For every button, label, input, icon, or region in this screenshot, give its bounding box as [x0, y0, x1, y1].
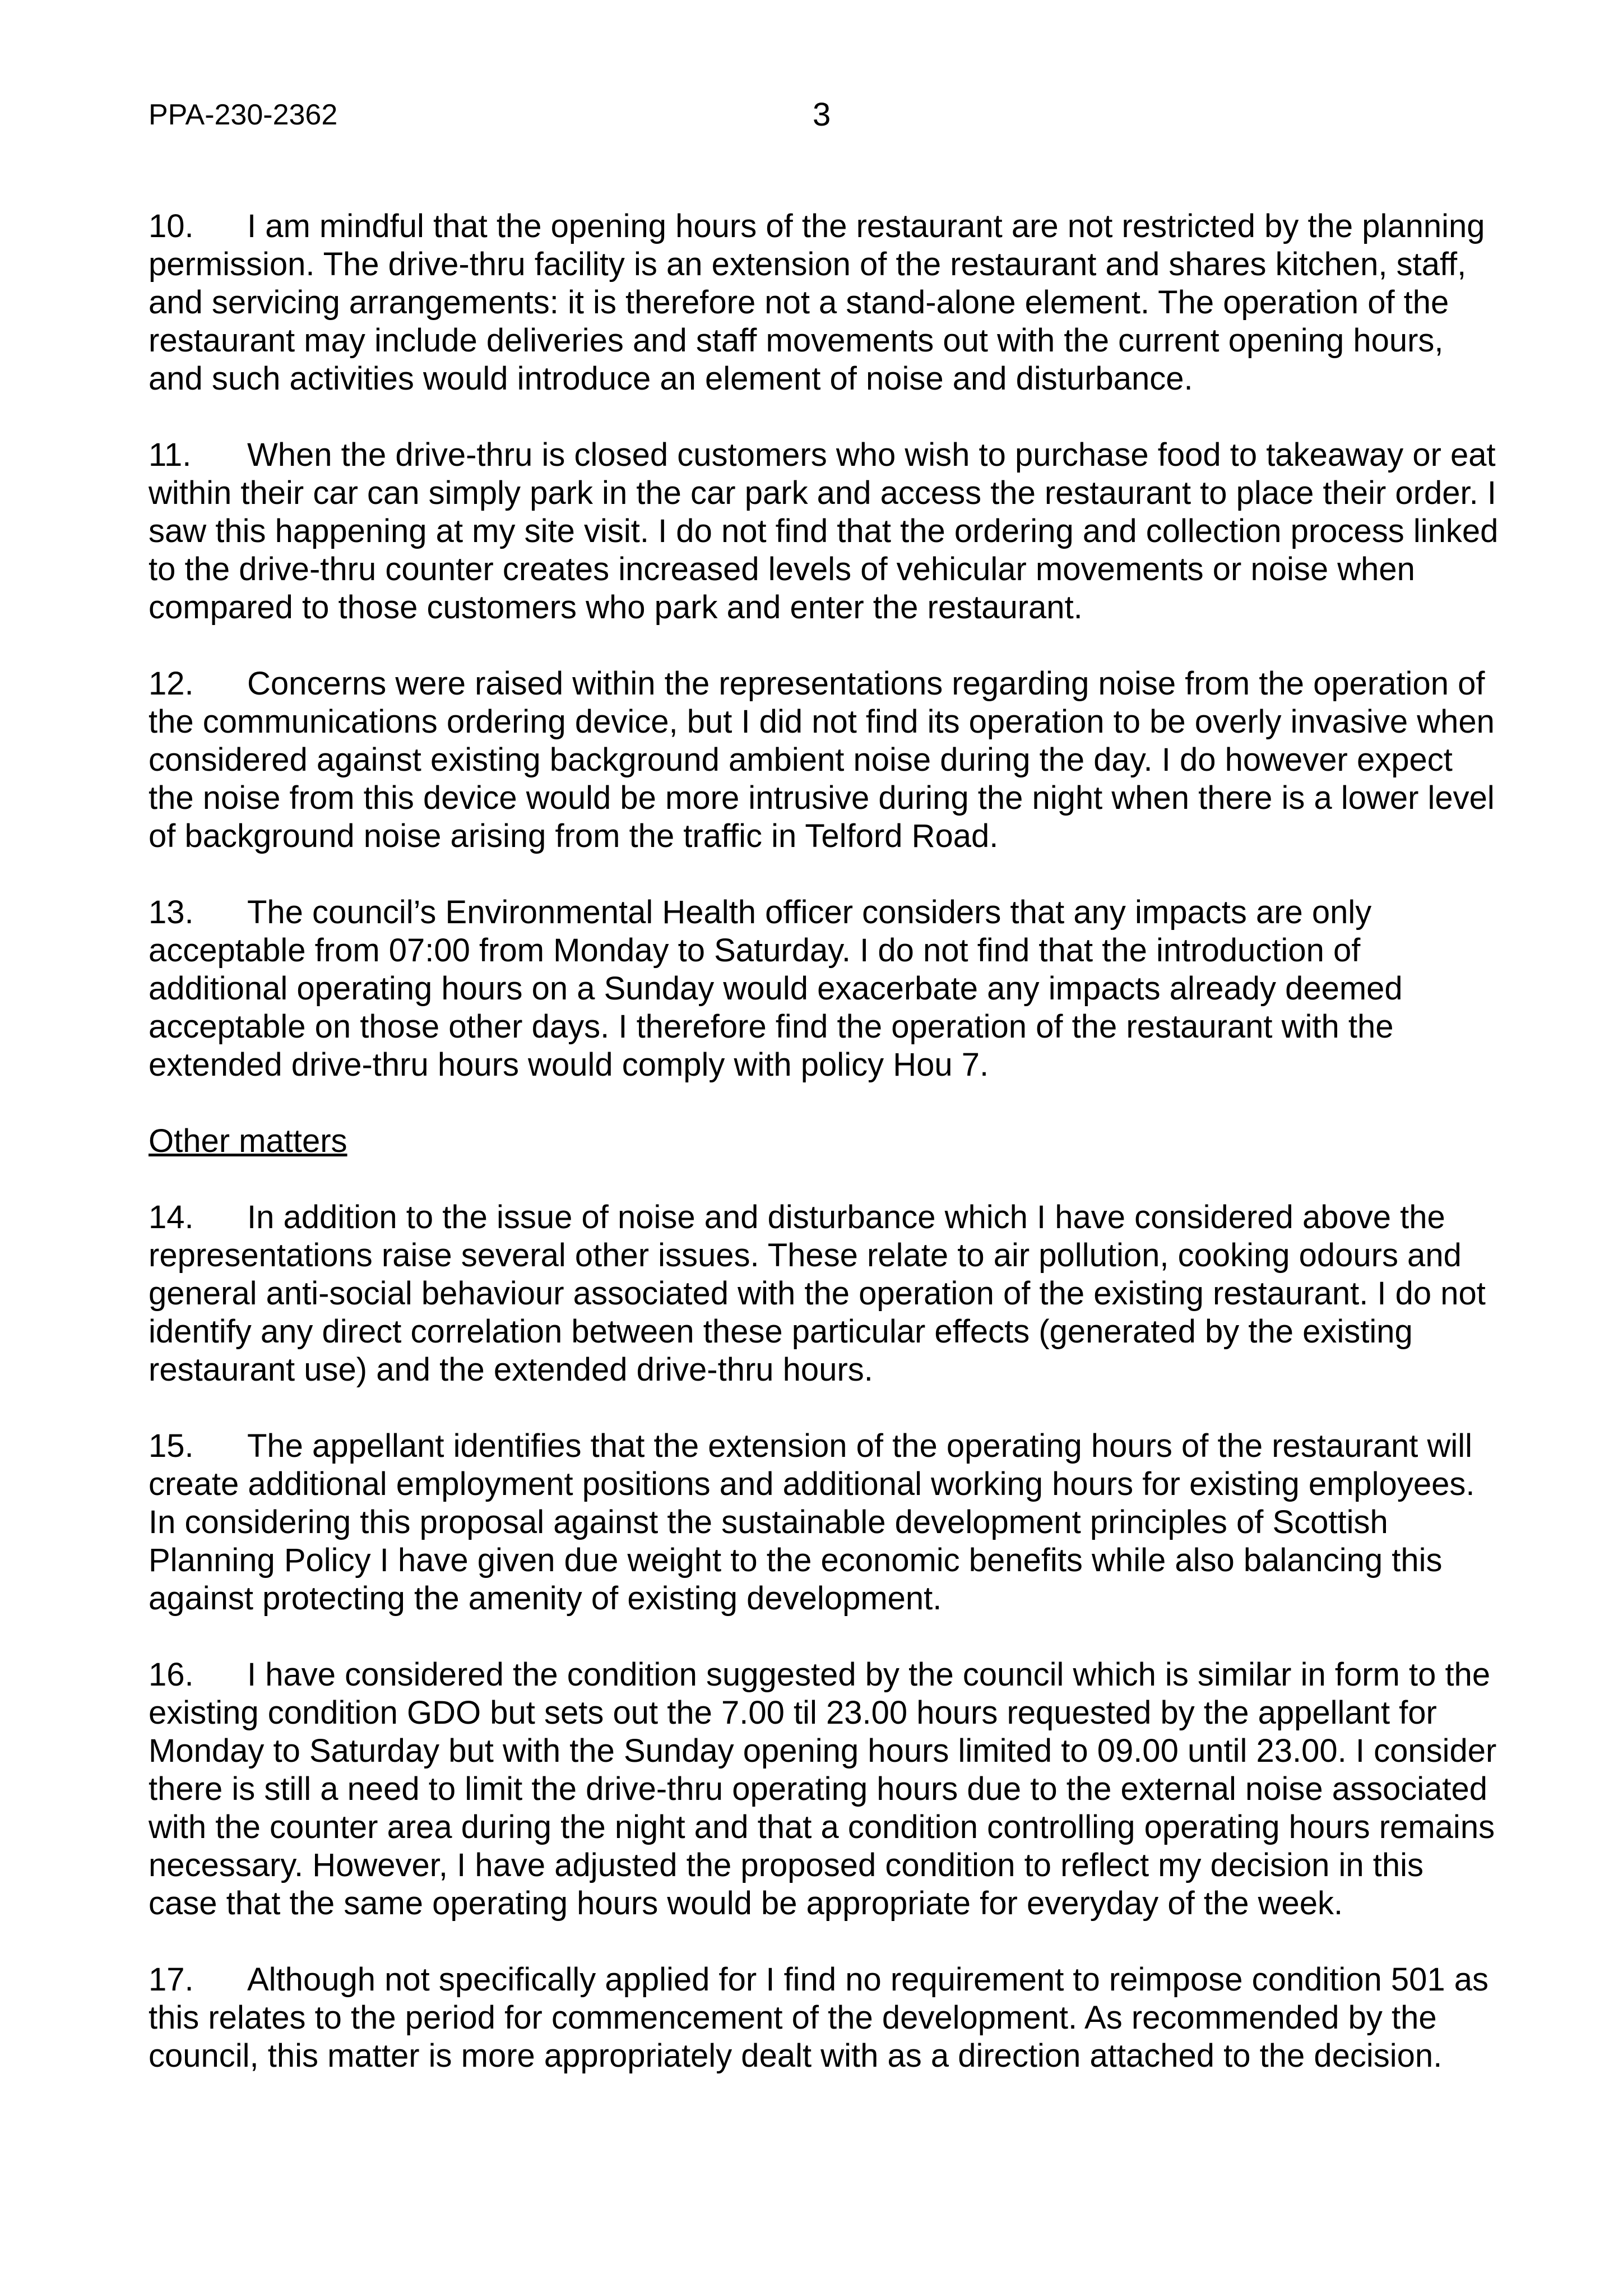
case-reference: PPA-230-2362 [149, 99, 338, 131]
paragraph-text: I am mindful that the opening hours of the restaurant are not restricted by the planning permission. The drive-thru facility is an extension of the restaurant and shares kitchen, staff, and servicing arrangements: it is therefore not a stand-alone element. The operation of the restaurant may include deliveries and staff movements out with the current opening hours, and such activities would introduce an element of noise and disturbance. [149, 208, 1485, 397]
paragraph-number: 13. [149, 894, 194, 931]
paragraph-text: When the drive-thru is closed customers who wish to purchase food to takeaway or eat within their car can simply park in the car park and access the restaurant to place their order. I saw this happening at my site visit. I do not find that the ordering and collection process linked to the drive-thru counter creates increased levels of vehicular movements or noise when compared to those customers who park and enter the restaurant. [149, 437, 1499, 626]
paragraph-number: 16. [149, 1656, 194, 1693]
paragraph-15 [149, 1427, 1499, 1618]
paragraph-number: 15. [149, 1428, 194, 1464]
paragraph-13 [149, 894, 1499, 1084]
paragraph-17 [149, 1961, 1499, 2075]
paragraph-text: The appellant identifies that the extension of the operating hours of the restaurant will create additional employment positions and additional working hours for existing employees. In considering this proposal against the sustainable development principles of Scottish Planning Policy I have given due weight to the economic benefits while also balancing this against protecting the amenity of existing development. [149, 1428, 1475, 1617]
paragraph-number: 12. [149, 665, 194, 702]
paragraph-16 [149, 1656, 1499, 1923]
section-heading-other-matters: Other matters [149, 1123, 347, 1159]
paragraph-text: Although not specifically applied for I find no requirement to reimpose condition 501 as this relates to the period for commencement of the development. As recommended by the council, this matter is more appropriately dealt with as a direction attached to the decision. [149, 1961, 1488, 2074]
paragraph-text: Concerns were raised within the representations regarding noise from the operation of the communications ordering device, but I did not find its operation to be overly invasive when considered against existing background ambient noise during the day. I do however expect the noise from this device would be more intrusive during the night when there is a lower level of background noise arising from the traffic in Telford Road. [149, 665, 1495, 854]
page-number: 3 [813, 96, 831, 133]
paragraph-11 [149, 436, 1499, 627]
paragraph-number: 14. [149, 1199, 194, 1235]
page-header [149, 92, 1482, 137]
paragraph-text: I have considered the condition suggested by the council which is similar in form to the existing condition GDO but sets out the 7.00 til 23.00 hours requested by the appellant for Monday to Saturday but with the Sunday opening hours limited to 09.00 until 23.00. I consider there is still a need to limit the drive-thru operating hours due to the external noise associated with the counter area during the night and that a condition controlling operating hours remains necessary. However, I have adjusted the proposed condition to reflect my decision in this case that the same operating hours would be appropriate for everyday of the week. [149, 1656, 1497, 1922]
document-body [149, 207, 1499, 2113]
paragraph-number: 17. [149, 1961, 194, 1998]
paragraph-number: 11. [149, 437, 192, 473]
paragraph-14 [149, 1198, 1499, 1389]
paragraph-number: 10. [149, 208, 194, 244]
paragraph-10 [149, 207, 1499, 398]
paragraph-text: In addition to the issue of noise and disturbance which I have considered above the representations raise several other issues. These relate to air pollution, cooking odours and general anti-social behaviour associated with the operation of the existing restaurant. I do not identify any direct correlation between these particular effects (generated by the existing restaurant use) and the extended drive-thru hours. [149, 1199, 1486, 1388]
paragraph-text: The council’s Environmental Health officer considers that any impacts are only acceptable from 07:00 from Monday to Saturday. I do not find that the introduction of additional operating hours on a Sunday would exacerbate any impacts already deemed acceptable on those other days. I therefore find the operation of the restaurant with the extended drive-thru hours would comply with policy Hou 7. [149, 894, 1403, 1083]
paragraph-12 [149, 665, 1499, 855]
